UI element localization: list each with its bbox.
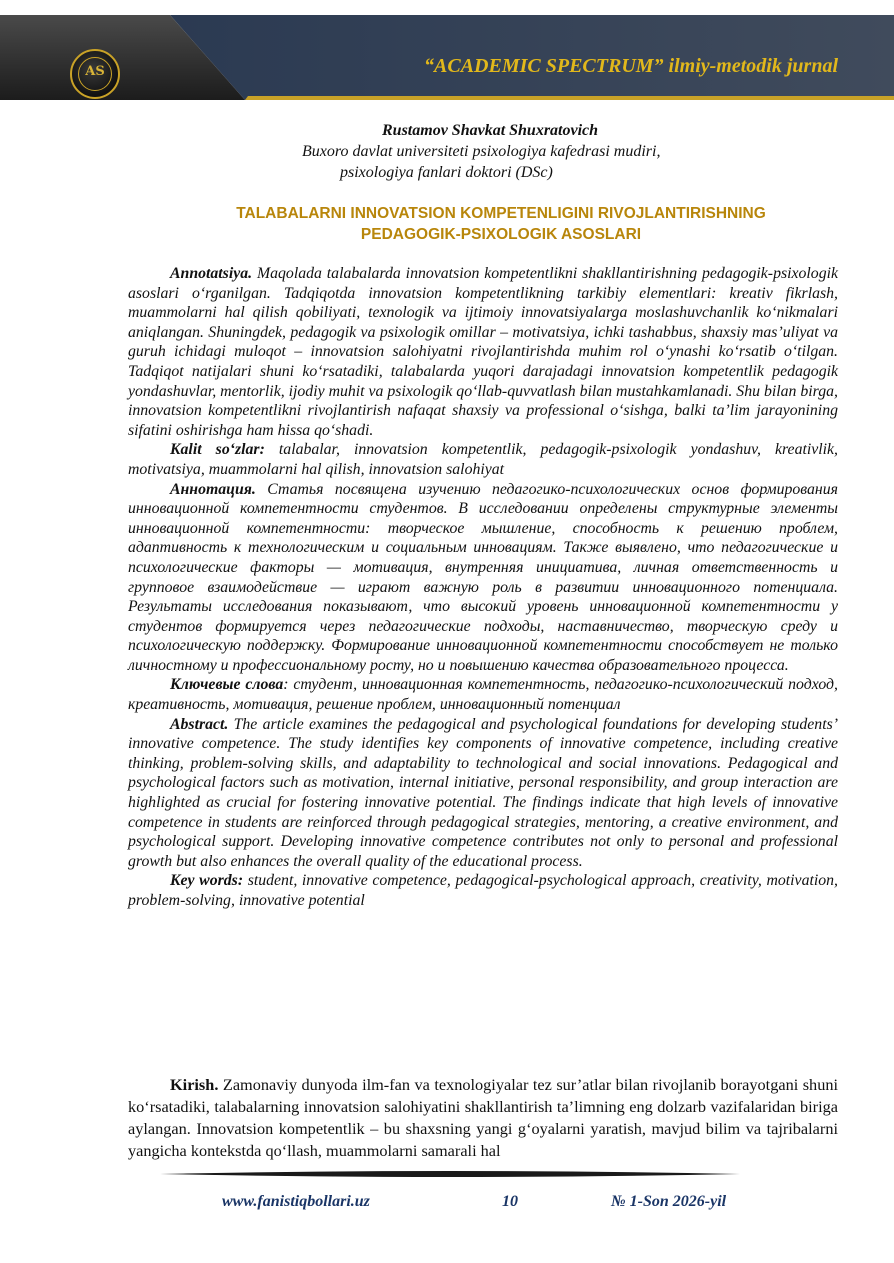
annotation-uz-text: Maqolada talabalarda innovatsion kompetentlikni shakllantirishning pedagogik-psixologik asoslari o‘rganilgan. Tadqiqotda innovatsion kompetentlikning tarkibiy elementlari: kreativ fikrlash, muammolarni hal qilish qobiliyati, texnologik va ijtimoiy innovatsiyalarga moslashuvchanlik ko‘nikmalari aniqlangan. Shuningdek, pedagogik va psixologik omillar – motivatsiya, ichki tashabbus, shaxsiy mas’uliyat va guruh ichidagi muloqot – innovatsion salohiyatni rivojlantirishda muhim rol o‘ynashi ko‘rsatib o‘tilgan. Tadqiqot natijalari shuni ko‘rsatadiki, talabalarda yuqori darajadagi innovatsion kompetentlik pedagogik yondashuvlar, mentorlik, ijodiy muhit va psixologik qo‘llab-quvvatlash bilan mustahkamlanadi. Shu bilan birga, innovatsion kompetentlikni rivojlantirish nafaqat shaxsiy va professional o‘sishga, balki ta’lim jarayonining sifatini oshirishga ham hissa qo‘shadi. [128, 265, 838, 439]
author-name: Rustamov Shavkat Shuxratovich [382, 122, 599, 139]
keywords-ru [128, 675, 838, 714]
keywords-uz-text: talabalar, innovatsion kompetentlik, pedagogik-psixologik yondashuv, kreativlik, motivatsiya, muammolarni hal qilish, innovatsion salohiyat [128, 441, 838, 478]
keywords-uz-label: Kalit so‘zlar: [170, 441, 265, 459]
footer-page-number: 10 [502, 1193, 518, 1210]
abstract-en-text: The article examines the pedagogical and psychological foundations for developing students’ innovative competence. The study identifies key components of innovative competence, including creative thinking, problem-solving skills, and adaptability to technological and social innovations. Pedagogical and psychological factors such as motivation, internal initiative, personal responsibility, and group interaction are highlighted as crucial for fostering innovative potential. The findings indicate that high levels of innovative competence in students are reinforced through pedagogical strategies, mentoring, a creative environment, and psychological support. Developing innovative competence contributes not only to personal and professional growth but also enhances the overall quality of the educational process. [128, 715, 838, 870]
introduction-text: Zamonaviy dunyoda ilm-fan va texnologiyalar tez sur’atlar bilan rivojlanib borayotgani shuni ko‘rsatadiki, talabalarning innovatsion salohiyatini shakllantirish ta’limning eng dolzarb vazifalaridan biriga aylangan. Innovatsion kompetentlik – bu shaxsning yangi g‘oyalarni yaratish, mavjud bilim va tajribalarni yangicha kontekstda qo‘llash, muammolarni samarali hal [128, 1075, 838, 1160]
keywords-ru-label: Ключевые слова [170, 676, 284, 694]
journal-header [0, 0, 894, 100]
annotation-ru-text: Статья посвящена изучению педагогико-психологических основ формирования инновационной компетентности студентов. В исследовании определены структурные элементы инновационной компетентности: творческое мышление, способность к решению проблем, адаптивность к технологическим и социальным инновациям. Также выявлено, что педагогические и психологические факторы — мотивация, внутренняя инициатива, личная ответственность и групповое взаимодействие — играют важную роль в развитии инновационного потенциала. Результаты исследования показывают, что высокий уровень инновационной компетентности у студентов формируется через педагогические подходы, наставничество, творческую среду и психологическую поддержку. Формирование инновационной компетентности способствует не только личностному и профессиональному росту, но и повышению качества образовательного процесса. [128, 480, 838, 674]
keywords-en-label: Key words: [170, 872, 244, 890]
author-position: Buxoro davlat universiteti psixologiya kafedrasi mudiri, [302, 143, 661, 160]
keywords-uz [128, 440, 838, 479]
introduction-label: Kirish. [170, 1075, 219, 1094]
keywords-ru-text: : студент, инновационная компетентность, педагогико-психологический подход, креативность, мотивация, решение проблем, инновационный потенциал [128, 676, 838, 714]
footer-issue: № 1-Son 2026-yil [611, 1193, 727, 1210]
annotation-uz-label: Annotatsiya. [170, 265, 253, 282]
keywords-en-text: student, innovative competence, pedagogical-psychological approach, creativity, motivation, problem-solving, innovative potential [128, 872, 838, 909]
annotation-uz [128, 264, 838, 440]
abstract-en-label: Abstract. [170, 715, 229, 733]
article-title [128, 203, 874, 245]
header-banner [0, 0, 894, 100]
annotation-ru-label: Аннотация. [170, 480, 256, 498]
introduction-section [128, 1074, 838, 1162]
article-title-line1: TALABALARNI INNOVATSION KOMPETENLIGINI RIVOJLANTIRISHNING [236, 205, 766, 222]
journal-logo: AS [70, 49, 120, 99]
keywords-en [128, 871, 838, 910]
footer-website[interactable]: www.fanistiqbollari.uz [222, 1193, 370, 1210]
abstract-en [128, 715, 838, 872]
abstracts-section [128, 264, 838, 911]
article-title-line2: PEDAGOGIK-PSIXOLOGIK ASOSLARI [360, 226, 642, 243]
annotation-ru [128, 480, 838, 676]
footer-divider [160, 1168, 740, 1180]
author-degree: psixologiya fanlari doktori (DSc) [340, 164, 553, 181]
journal-title: “ACADEMIC SPECTRUM” ilmiy-metodik jurnal [424, 55, 838, 77]
introduction-paragraph [128, 1074, 838, 1162]
author-block [300, 120, 820, 183]
